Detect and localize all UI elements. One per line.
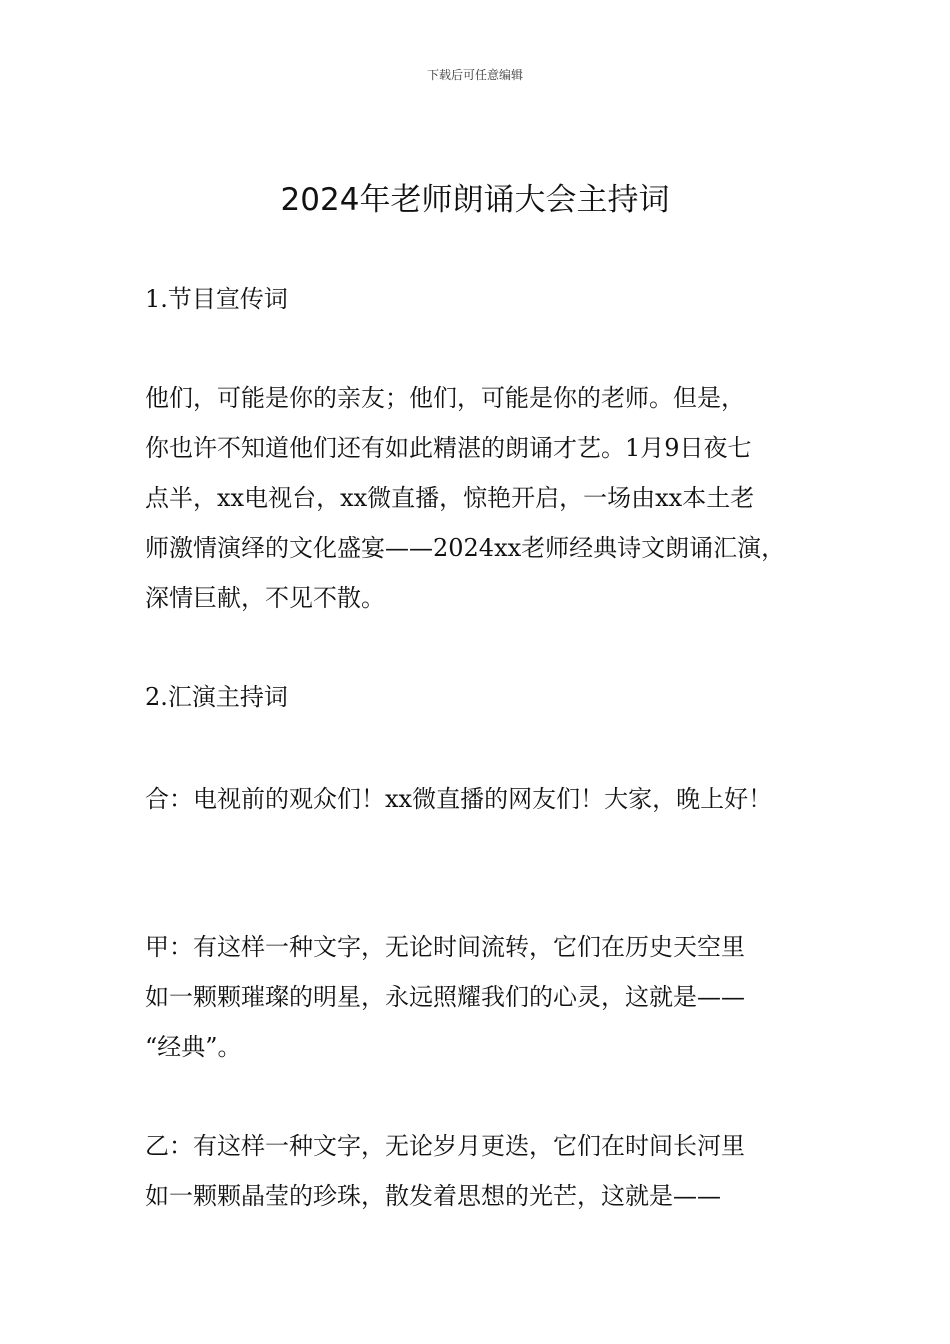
paragraph-line: “经典”。 xyxy=(145,1033,242,1061)
paragraph-line: 师激情演绎的文化盛宴——2024xx老师经典诗文朗诵汇演， xyxy=(145,534,786,562)
paragraph-line: 如一颗颗璀璨的明星，永远照耀我们的心灵，这就是—— xyxy=(145,983,745,1011)
document-title: 2024年老师朗诵大会主持词 xyxy=(280,182,670,218)
paragraph-line: 你也许不知道他们还有如此精湛的朗诵才艺。1月9日夜七 xyxy=(145,434,752,462)
section-heading-2: 2.汇演主持词 xyxy=(145,683,288,711)
paragraph-line: 乙：有这样一种文字，无论岁月更迭，它们在时间长河里 xyxy=(145,1132,745,1160)
paragraph-line: 如一颗颗晶莹的珍珠，散发着思想的光芒，这就是—— xyxy=(145,1182,721,1210)
header-note: 下载后可任意编辑 xyxy=(426,68,523,82)
paragraph-line: 甲：有这样一种文字，无论时间流转，它们在历史天空里 xyxy=(145,933,745,961)
section-heading-1: 1.节目宣传词 xyxy=(145,285,288,313)
paragraph-line: 他们，可能是你的亲友；他们，可能是你的老师。但是， xyxy=(145,384,745,412)
paragraph-line: 点半，xx电视台，xx微直播，惊艳开启，一场由xx本土老 xyxy=(145,484,755,512)
paragraph-line: 深情巨献，不见不散。 xyxy=(145,584,385,612)
paragraph-line: 合：电视前的观众们！xx微直播的网友们！大家，晚上好！ xyxy=(145,785,773,813)
